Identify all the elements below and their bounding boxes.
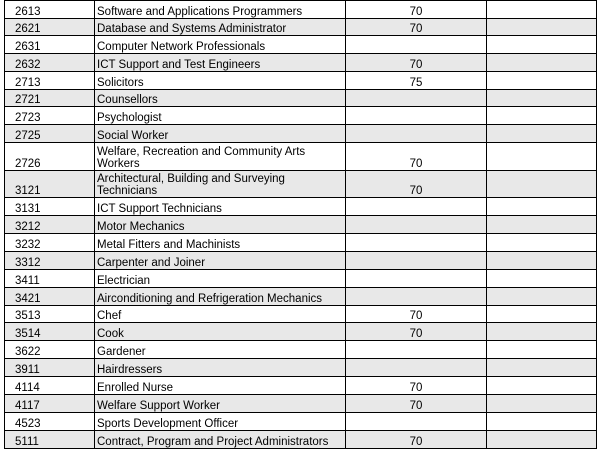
extra-cell <box>487 234 597 252</box>
score-cell: 70 <box>346 306 487 323</box>
occupation-code-cell: 3312 <box>5 252 95 270</box>
extra-cell <box>487 198 597 216</box>
score-cell <box>346 252 487 270</box>
score-cell <box>346 234 487 252</box>
occupation-name-cell: Welfare, Recreation and Community Arts Workers <box>95 143 346 171</box>
occupation-name-cell: Enrolled Nurse <box>95 377 346 395</box>
score-cell <box>346 359 487 377</box>
table-row <box>5 431 597 449</box>
occupation-name-cell: Contract, Program and Project Administrators <box>95 431 346 449</box>
table-row <box>5 107 597 125</box>
table-row <box>5 90 597 107</box>
extra-cell <box>487 306 597 323</box>
occupation-table-body <box>5 1 597 449</box>
score-cell: 70 <box>346 323 487 341</box>
score-cell: 70 <box>346 395 487 413</box>
extra-cell <box>487 216 597 234</box>
occupation-name-cell: ICT Support and Test Engineers <box>95 54 346 72</box>
extra-cell <box>487 125 597 143</box>
table-row <box>5 72 597 90</box>
table-row <box>5 413 597 431</box>
extra-cell <box>487 1 597 19</box>
occupation-name-cell: Gardener <box>95 341 346 359</box>
score-cell <box>346 288 487 306</box>
occupation-name-cell: Welfare Support Worker <box>95 395 346 413</box>
occupation-name-cell: Architectural, Building and Surveying Technicians <box>95 171 346 198</box>
occupation-code-cell: 3513 <box>5 306 95 323</box>
score-cell: 70 <box>346 54 487 72</box>
extra-cell <box>487 395 597 413</box>
extra-cell <box>487 431 597 449</box>
occupation-name-cell: Database and Systems Administrator <box>95 19 346 36</box>
table-row <box>5 143 597 171</box>
extra-cell <box>487 90 597 107</box>
occupation-code-cell: 4117 <box>5 395 95 413</box>
score-cell <box>346 341 487 359</box>
occupation-table <box>4 0 597 449</box>
occupation-code-cell: 3232 <box>5 234 95 252</box>
table-row <box>5 306 597 323</box>
table-row <box>5 1 597 19</box>
occupation-name-cell: Carpenter and Joiner <box>95 252 346 270</box>
score-cell <box>346 36 487 54</box>
score-cell: 70 <box>346 1 487 19</box>
occupation-code-cell: 2631 <box>5 36 95 54</box>
score-cell <box>346 90 487 107</box>
occupation-name-cell: Metal Fitters and Machinists <box>95 234 346 252</box>
score-cell: 70 <box>346 377 487 395</box>
score-cell: 70 <box>346 19 487 36</box>
occupation-name-cell: Computer Network Professionals <box>95 36 346 54</box>
occupation-name-cell: Solicitors <box>95 72 346 90</box>
table-row <box>5 341 597 359</box>
table-row <box>5 395 597 413</box>
extra-cell <box>487 413 597 431</box>
occupation-name-cell: Hairdressers <box>95 359 346 377</box>
occupation-code-cell: 2632 <box>5 54 95 72</box>
occupation-name-cell: Motor Mechanics <box>95 216 346 234</box>
score-cell: 70 <box>346 431 487 449</box>
extra-cell <box>487 143 597 171</box>
score-cell <box>346 270 487 288</box>
extra-cell <box>487 377 597 395</box>
table-row <box>5 323 597 341</box>
table-row <box>5 270 597 288</box>
occupation-name-cell: Electrician <box>95 270 346 288</box>
occupation-code-cell: 3131 <box>5 198 95 216</box>
extra-cell <box>487 323 597 341</box>
table-row <box>5 36 597 54</box>
occupation-code-cell: 2721 <box>5 90 95 107</box>
occupation-code-cell: 3121 <box>5 171 95 198</box>
occupation-name-cell: ICT Support Technicians <box>95 198 346 216</box>
occupation-name-cell: Counsellors <box>95 90 346 107</box>
occupation-code-cell: 2723 <box>5 107 95 125</box>
occupation-name-cell: Social Worker <box>95 125 346 143</box>
table-row <box>5 359 597 377</box>
extra-cell <box>487 19 597 36</box>
table-row <box>5 216 597 234</box>
occupation-code-cell: 2613 <box>5 1 95 19</box>
extra-cell <box>487 107 597 125</box>
score-cell <box>346 125 487 143</box>
table-row <box>5 125 597 143</box>
score-cell: 70 <box>346 143 487 171</box>
occupation-name-cell: Chef <box>95 306 346 323</box>
table-row <box>5 377 597 395</box>
extra-cell <box>487 359 597 377</box>
occupation-code-cell: 2725 <box>5 125 95 143</box>
table-row <box>5 19 597 36</box>
table-row <box>5 234 597 252</box>
occupation-name-cell: Cook <box>95 323 346 341</box>
occupation-name-cell: Airconditioning and Refrigeration Mechanics <box>95 288 346 306</box>
extra-cell <box>487 252 597 270</box>
score-cell <box>346 413 487 431</box>
score-cell: 70 <box>346 171 487 198</box>
table-row <box>5 288 597 306</box>
table-row <box>5 54 597 72</box>
occupation-code-cell: 4523 <box>5 413 95 431</box>
extra-cell <box>487 54 597 72</box>
table-row <box>5 171 597 198</box>
table-row <box>5 198 597 216</box>
occupation-code-cell: 3212 <box>5 216 95 234</box>
occupation-code-cell: 4114 <box>5 377 95 395</box>
occupation-code-cell: 2713 <box>5 72 95 90</box>
occupation-code-cell: 3514 <box>5 323 95 341</box>
extra-cell <box>487 171 597 198</box>
occupation-code-cell: 5111 <box>5 431 95 449</box>
occupation-name-cell: Psychologist <box>95 107 346 125</box>
score-cell <box>346 198 487 216</box>
occupation-code-cell: 3911 <box>5 359 95 377</box>
table-row <box>5 252 597 270</box>
score-cell: 75 <box>346 72 487 90</box>
occupation-name-cell: Software and Applications Programmers <box>95 1 346 19</box>
extra-cell <box>487 270 597 288</box>
score-cell <box>346 216 487 234</box>
occupation-code-cell: 2726 <box>5 143 95 171</box>
occupation-name-cell: Sports Development Officer <box>95 413 346 431</box>
extra-cell <box>487 288 597 306</box>
occupation-code-cell: 3622 <box>5 341 95 359</box>
score-cell <box>346 107 487 125</box>
occupation-code-cell: 3411 <box>5 270 95 288</box>
extra-cell <box>487 341 597 359</box>
extra-cell <box>487 36 597 54</box>
occupation-code-cell: 2621 <box>5 19 95 36</box>
extra-cell <box>487 72 597 90</box>
occupation-code-cell: 3421 <box>5 288 95 306</box>
